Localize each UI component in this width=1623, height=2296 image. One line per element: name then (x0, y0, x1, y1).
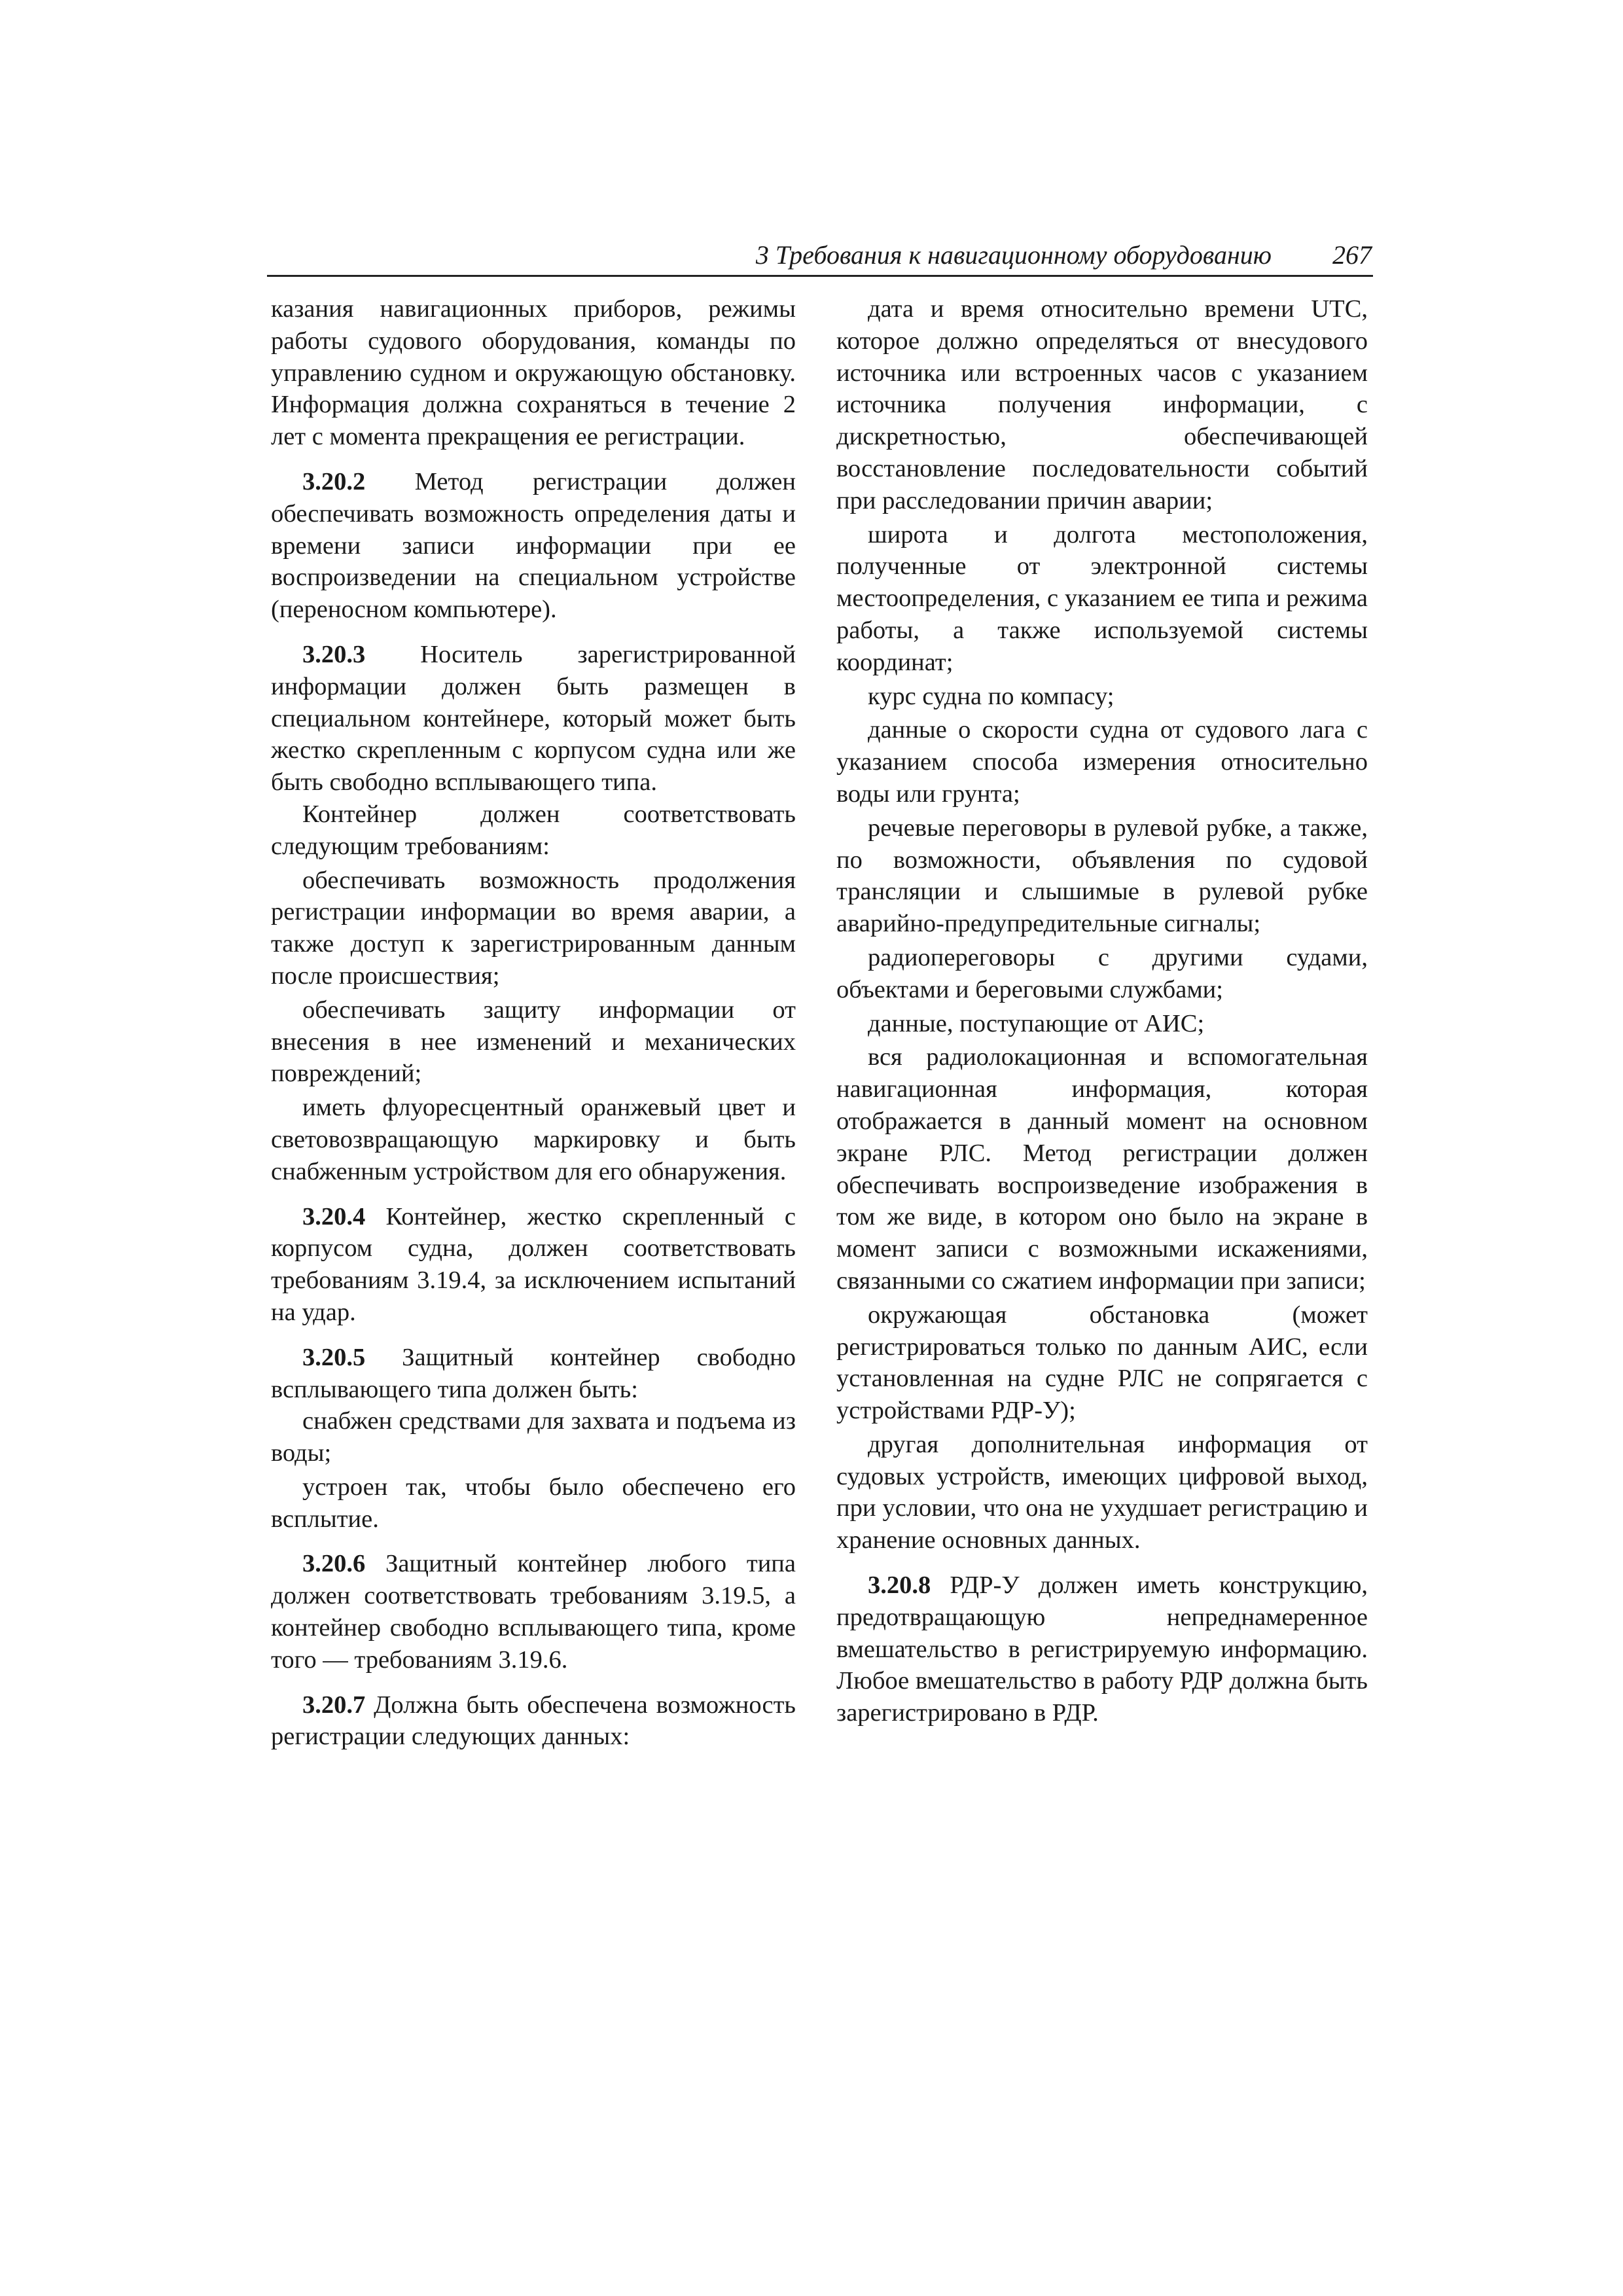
clause-text: Защитный контейнер любого типа должен соответствовать требованиям 3.19.5, а контейнер свободно всплывающего типа, кроме того — требованиям 3.19.6. (271, 1550, 796, 1674)
clause-3-20-7 (271, 1689, 796, 1753)
clause-3-20-6 (271, 1548, 796, 1676)
list-item: обеспечивать защиту информации от внесения в нее изменений и механических повреждений; (271, 996, 796, 1088)
left-column (271, 293, 796, 1753)
list-item: обеспечивать возможность продолжения регистрации информации во время аварии, а также доступ к зарегистрированным данным после происшествия; (271, 866, 796, 990)
clause-text: Должна быть обеспечена возможность регистрации следующих данных: (271, 1691, 796, 1751)
list-item: другая дополнительная информация от судовых устройств, имеющих цифровой выход, при условии, что она не ухудшает регистрацию и хранение основных данных. (836, 1430, 1368, 1554)
clause-number: 3.20.6 (302, 1550, 366, 1578)
clause-text: Носитель зарегистрированной информации должен быть размещен в специальном контейнере, который может быть жестко скрепленным с корпусом судна или же быть свободно всплывающего типа. (271, 640, 796, 797)
clause-text: Метод регистрации должен обеспечивать возможность определения даты и времени записи информации при ее воспроизведении на специальном устройстве (переносном компьютере). (271, 467, 796, 624)
list-item: широта и долгота местоположения, полученные от электронной системы местоопределения, с указанием ее типа и режима работы, а также используемой системы координат; (836, 520, 1368, 676)
clause-number: 3.20.2 (302, 467, 366, 495)
continued-paragraph: казания навигационных приборов, режимы работы судового оборудования, команды по управлению судном и окружающую обстановку. Информация должна сохраняться в течение 2 лет с момента прекращения ее регистрации. (271, 295, 796, 451)
clause-3-20-4 (271, 1201, 796, 1329)
list-item: вся радиолокационная и вспомогательная навигационная информация, которая отображается в данный момент на основном экране РЛС. Метод регистрации должен обеспечивать воспроизведение изображения в том же виде, в котором оно было на экране в момент записи с возможными искажениями, связанными со сжатием информации при записи; (836, 1043, 1368, 1295)
clause-number: 3.20.5 (302, 1343, 366, 1371)
list-item: данные, поступающие от АИС; (868, 1009, 1205, 1037)
list-item: курс судна по компасу; (868, 682, 1115, 710)
clause-number: 3.20.8 (868, 1571, 931, 1600)
clause-3-20-8 (836, 1570, 1368, 1729)
list-item: радиопереговоры с другими судами, объектами и береговыми службами; (836, 943, 1368, 1003)
list-item: речевые переговоры в рулевой рубке, а также, по возможности, объявления по судовой трансляции и слышимые в рулевой рубке аварийно-предупредительные сигналы; (836, 814, 1368, 938)
list-item: иметь флуоресцентный оранжевый цвет и световозвращающую маркировку и быть снабженным устройством для его обнаружения. (271, 1094, 796, 1185)
list-item: данные о скорости судна от судового лага с указанием способа измерения относительно воды или грунта; (836, 716, 1368, 808)
list-item: снабжен средствами для захвата и подъема из воды; (271, 1407, 796, 1467)
right-column (836, 293, 1368, 1729)
clause-3-20-5 (271, 1342, 796, 1406)
list-item: окружающая обстановка (может регистрироваться только по данным АИС, если установленная на судне РЛС не сопрягается с устройствами РДР-У); (836, 1300, 1368, 1425)
clause-3-20-3 (271, 639, 796, 798)
clause-3-20-2 (271, 466, 796, 626)
paragraph: Контейнер должен соответствовать следующим требованиям: (271, 800, 796, 860)
clause-text: Защитный контейнер свободно всплывающего типа должен быть: (271, 1343, 796, 1403)
clause-number: 3.20.3 (302, 640, 366, 668)
clause-number: 3.20.4 (302, 1202, 366, 1230)
page-number: 267 (1332, 240, 1372, 270)
clause-text: РДР-У должен иметь конструкцию, предотвращающую непреднамеренное вмешательство в регистрируемую информацию. Любое вмешательство в работу РДР должна быть зарегистрировано в РДР. (836, 1571, 1368, 1727)
header-title: 3 Требования к навигационному оборудованию (755, 240, 1272, 270)
list-item: дата и время относительно времени UTC, которое должно определяться от внесудового источника или встроенных часов с указанием источника получения информации, с дискретностью, обеспечивающей восстановление последовательности событий при расследовании причин аварии; (836, 295, 1368, 514)
clause-number: 3.20.7 (302, 1691, 366, 1719)
running-header (267, 238, 1373, 277)
clause-text: Контейнер, жестко скрепленный с корпусом судна, должен соответствовать требованиям 3.19.4, за исключением испытаний на удар. (271, 1202, 796, 1326)
list-item: устроен так, чтобы было обеспечено его всплытие. (271, 1473, 796, 1533)
